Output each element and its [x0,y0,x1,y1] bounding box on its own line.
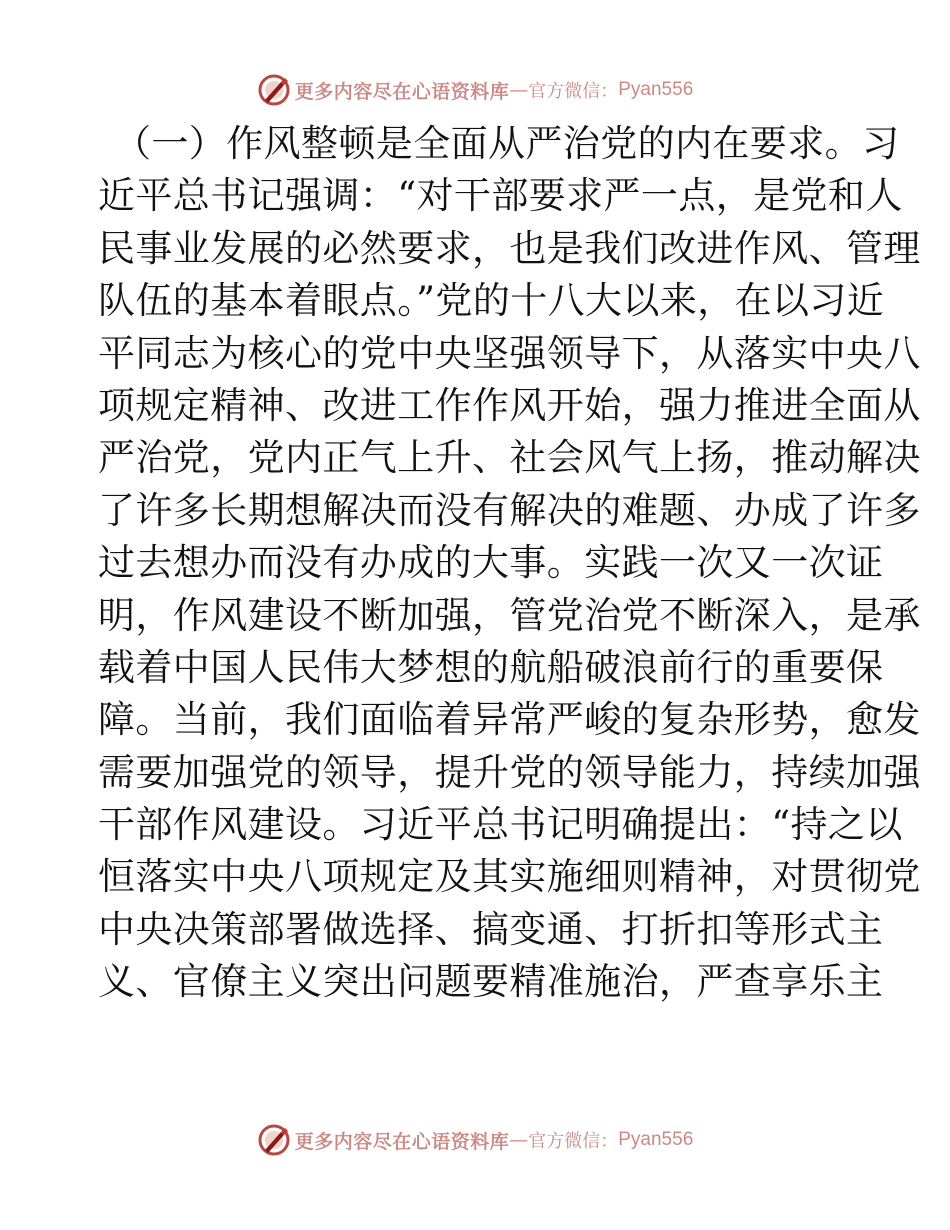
body-line: 队伍的基本着眼点。”党的十八大以来，在以习近 [98,279,885,323]
body-line: 严治党，党内正气上升、社会风气上扬，推动解决 [98,436,921,480]
body-line: （一）作风整顿是全面从严治党的内在要求。习 [114,122,900,165]
body-line: 民事业发展的必然要求，也是我们改进作风、管理 [98,226,921,270]
header-watermark-text: 更多内容尽在心语资料库 [294,80,510,103]
body-line: 恒落实中央八项规定及其实施细则精神，对贯彻党 [98,855,921,899]
body-line: 中央决策部署做选择、搞变通、打折扣等形式主 [98,907,884,951]
footer-wechat-id: Pyan556 [618,1129,694,1150]
body-line: 过去想办而没有办成的大事。实践一次又一次证 [98,541,884,585]
body-line: 干部作风建设。习近平总书记明确提出：“持之以 [98,803,903,847]
document-body [98,118,921,1009]
header-wechat-id: Pyan556 [618,79,694,100]
body-line: 了许多长期想解决而没有解决的难题、办成了许多 [98,488,921,532]
footer-watermark-text: 更多内容尽在心语资料库 [294,1130,510,1153]
body-line: 平同志为核心的党中央坚强领导下，从落实中央八 [98,331,921,375]
header-wechat-label: 官方微信： [528,81,619,102]
body-line: 需要加强党的领导，提升党的领导能力，持续加强 [98,750,921,794]
header-watermark-dash: — [509,79,529,101]
body-line: 义、官僚主义突出问题要精准施治，严查享乐主 [98,960,884,1004]
body-line: 明，作风建设不断加强，管党治党不断深入，是承 [98,593,921,637]
pen-logo-icon [257,73,291,107]
body-line: 障。当前，我们面临着异常严峻的复杂形势，愈发 [98,698,921,742]
footer-watermark-dash: — [509,1129,529,1151]
footer-watermark [0,1120,950,1160]
body-line: 载着中国人民伟大梦想的航船破浪前行的重要保 [98,645,884,689]
footer-wechat-label: 官方微信： [528,1131,619,1152]
body-line: 项规定精神、改进工作作风开始，强力推进全面从 [98,383,921,427]
pen-logo-icon [257,1123,291,1157]
header-watermark [0,70,950,110]
body-line: 近平总书记强调：“对干部要求严一点，是党和人 [98,174,903,218]
